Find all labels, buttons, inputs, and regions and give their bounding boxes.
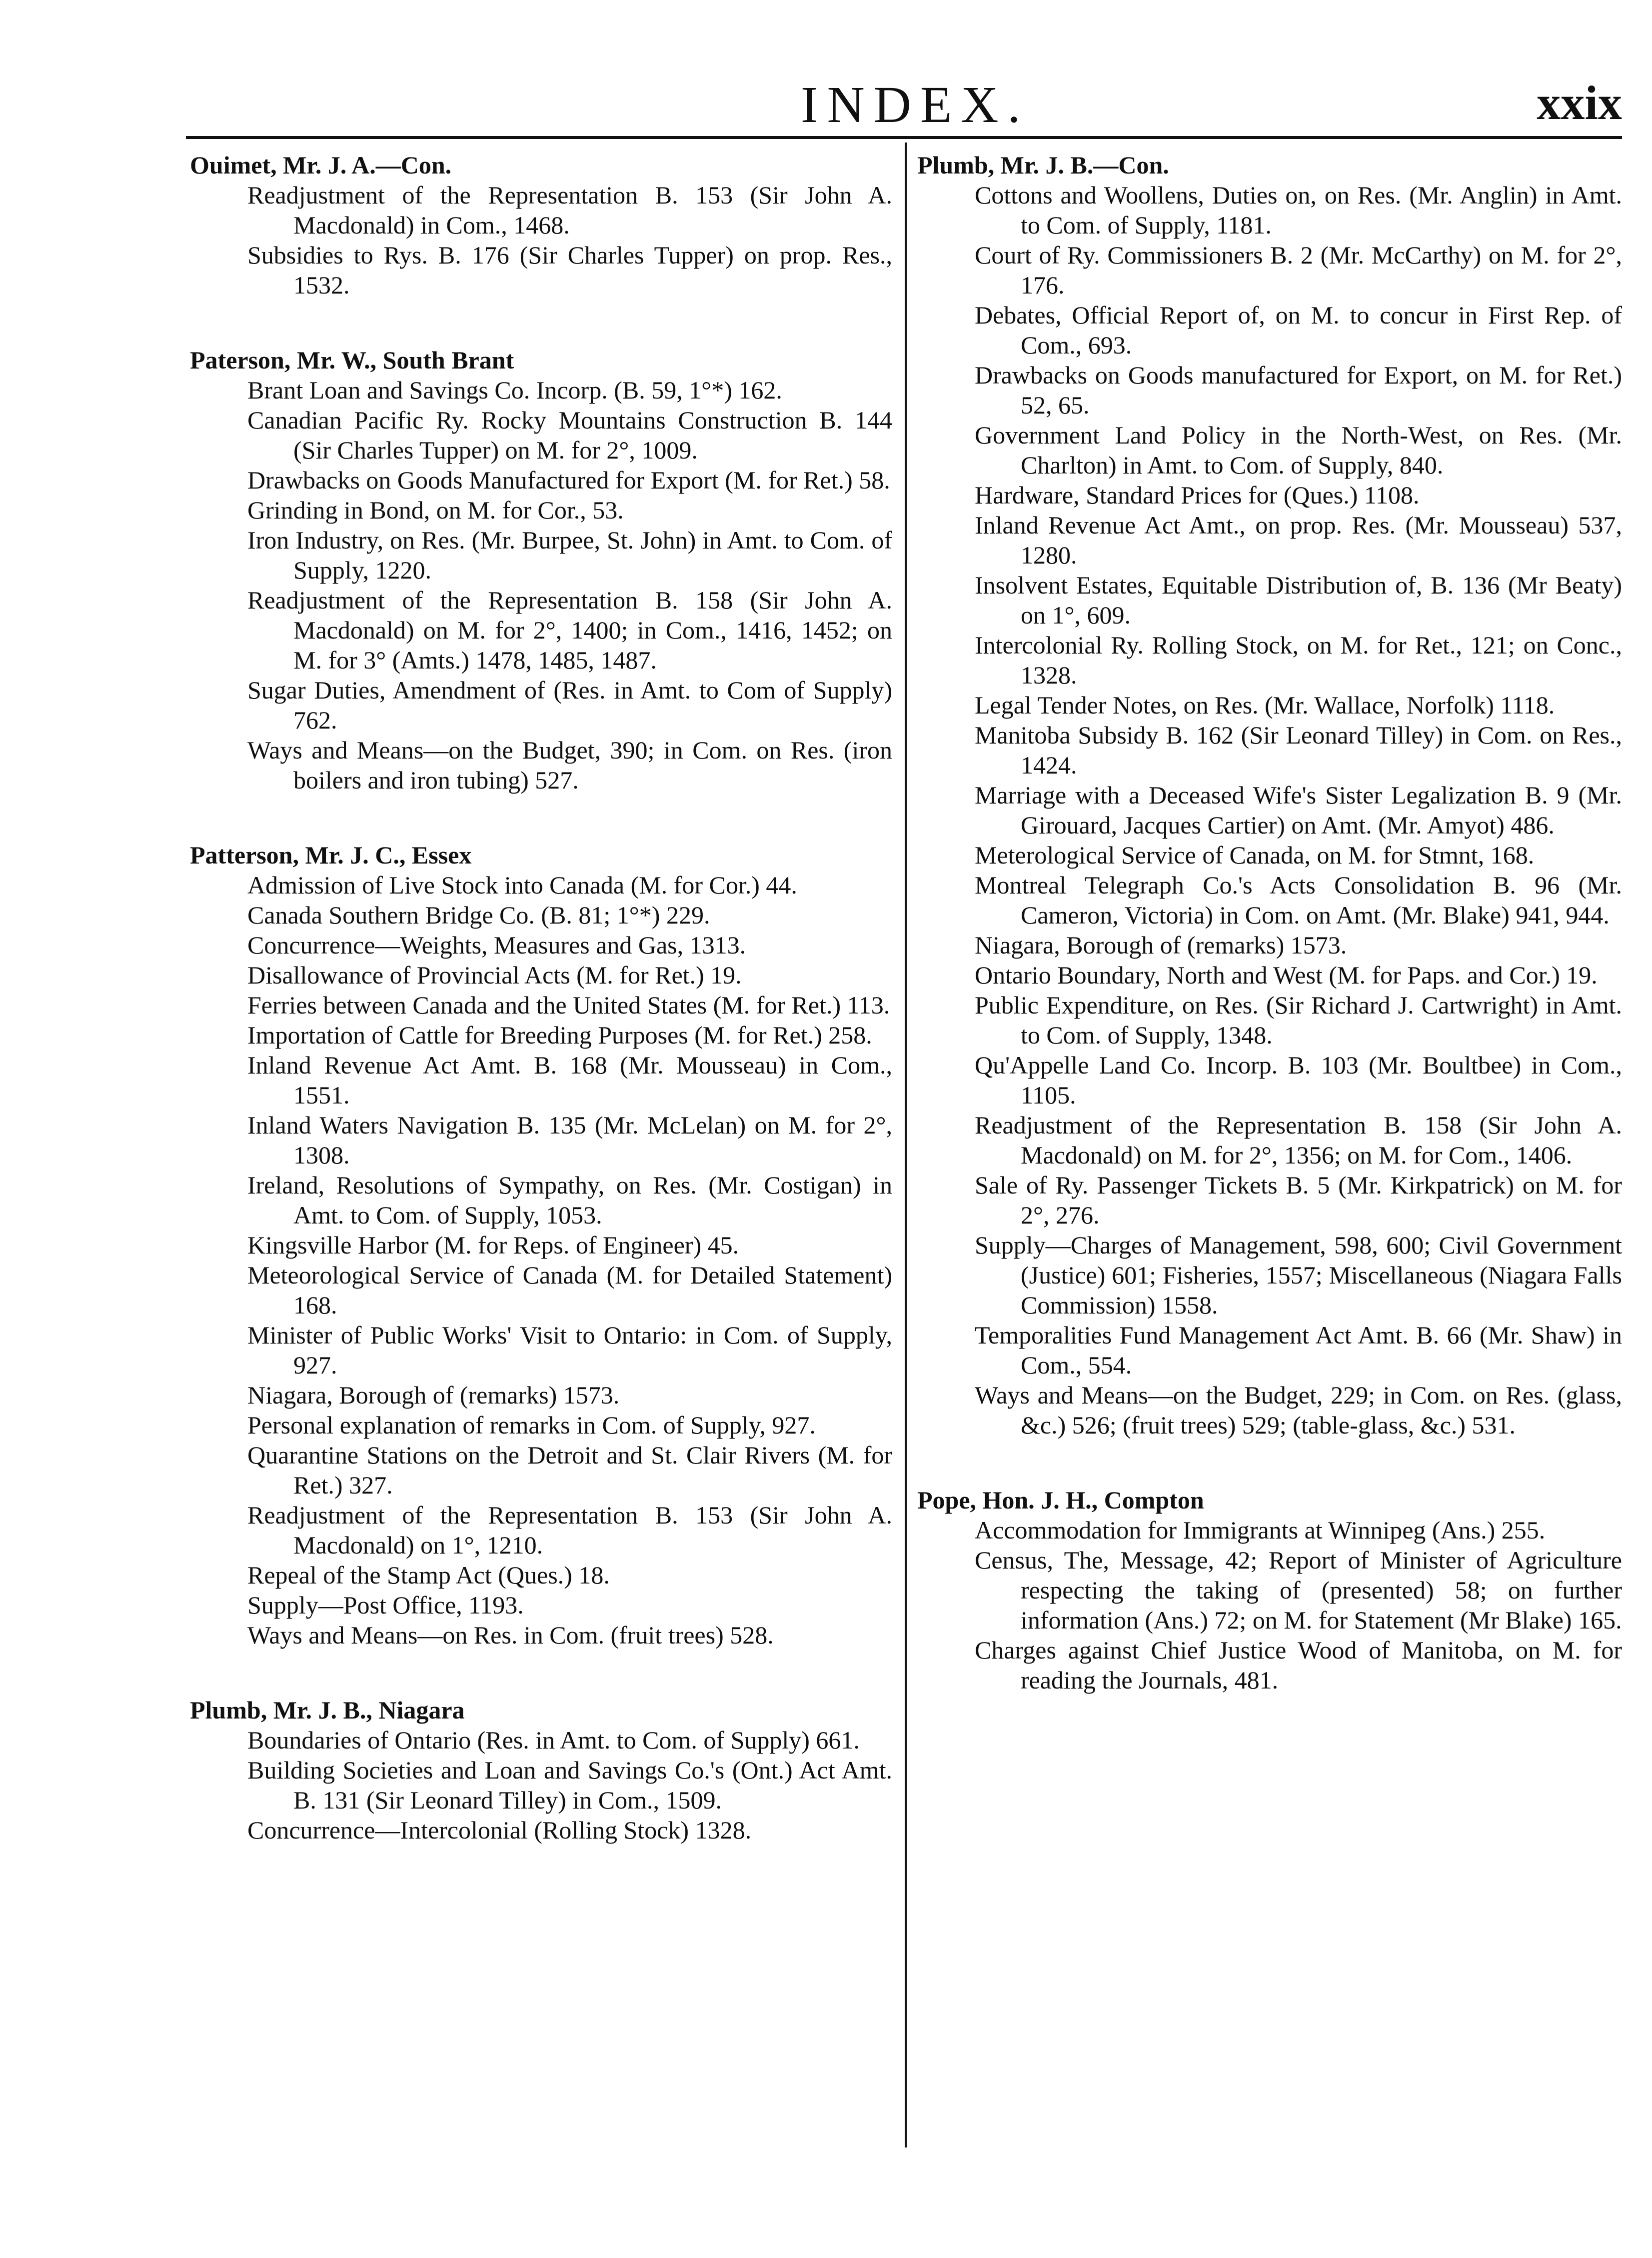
entry-item: Ways and Means—on the Budget, 390; in Com. on Res. (iron boilers and iron tubing) 527.	[247, 736, 892, 794]
entry-heading: Plumb, Mr. J. B.—Con.	[917, 151, 1169, 179]
entry-item: Qu'Appelle Land Co. Incorp. B. 103 (Mr. Boultbee) in Com., 1105.	[975, 1051, 1622, 1109]
entry-item: Intercolonial Ry. Rolling Stock, on M. for Ret., 121; on Conc., 1328.	[975, 631, 1622, 689]
entry-item: Montreal Telegraph Co.'s Acts Consolidation B. 96 (Mr. Cameron, Victoria) in Com. on Amt. (Mr. Blake) 941, 944.	[975, 871, 1622, 929]
entry-item: Niagara, Borough of (remarks) 1573.	[975, 931, 1347, 959]
entry-item: Niagara, Borough of (remarks) 1573.	[247, 1381, 620, 1409]
entry-item: Legal Tender Notes, on Res. (Mr. Wallace, Norfolk) 1118.	[975, 691, 1555, 719]
entry-item: Manitoba Subsidy B. 162 (Sir Leonard Tilley) in Com. on Res., 1424.	[975, 721, 1622, 779]
entry-item: Brant Loan and Savings Co. Incorp. (B. 59, 1°*) 162.	[247, 376, 782, 404]
entry-item: Building Societies and Loan and Savings Co.'s (Ont.) Act Amt. B. 131 (Sir Leonard Tilley) in Com., 1509.	[247, 1756, 892, 1814]
page-header	[186, 75, 1622, 140]
index-entry	[190, 840, 892, 1650]
entry-item: Accommodation for Immigrants at Winnipeg (Ans.) 255.	[975, 1516, 1546, 1544]
entry-heading: Ouimet, Mr. J. A.—Con.	[190, 151, 452, 179]
entry-item: Grinding in Bond, on M. for Cor., 53.	[247, 496, 624, 524]
entry-item: Drawbacks on Goods manufactured for Export, on M. for Ret.) 52, 65.	[975, 361, 1622, 419]
entry-item: Importation of Cattle for Breeding Purposes (M. for Ret.) 258.	[247, 1021, 872, 1049]
entry-item: Subsidies to Rys. B. 176 (Sir Charles Tupper) on prop. Res., 1532.	[247, 241, 892, 299]
entry-item: Canada Southern Bridge Co. (B. 81; 1°*) 229.	[247, 901, 710, 929]
right-column	[917, 150, 1622, 1740]
entry-item: Debates, Official Report of, on M. to concur in First Rep. of Com., 693.	[975, 301, 1622, 359]
entry-item: Readjustment of the Representation B. 158 (Sir John A. Macdonald) on M. for 2°, 1356; on M. for Com., 1406.	[975, 1111, 1622, 1169]
index-entry	[190, 345, 892, 795]
entry-item: Ferries between Canada and the United States (M. for Ret.) 113.	[247, 991, 890, 1019]
entry-item: Repeal of the Stamp Act (Ques.) 18.	[247, 1561, 610, 1589]
entry-item: Concurrence—Intercolonial (Rolling Stock) 1328.	[247, 1816, 752, 1844]
entry-item: Insolvent Estates, Equitable Distribution of, B. 136 (Mr Beaty) on 1°, 609.	[975, 571, 1622, 629]
entry-item: Inland Waters Navigation B. 135 (Mr. McLelan) on M. for 2°, 1308.	[247, 1111, 892, 1169]
entry-item: Disallowance of Provincial Acts (M. for Ret.) 19.	[247, 961, 742, 989]
index-entry	[190, 1695, 892, 1845]
index-entry	[917, 150, 1622, 1440]
entry-item: Public Expenditure, on Res. (Sir Richard J. Cartwright) in Amt. to Com. of Supply, 1348.	[975, 991, 1622, 1049]
entry-item: Marriage with a Deceased Wife's Sister Legalization B. 9 (Mr. Girouard, Jacques Cartier) on Amt. (Mr. Amyot) 486.	[975, 781, 1622, 839]
entry-item: Cottons and Woollens, Duties on, on Res. (Mr. Anglin) in Amt. to Com. of Supply, 1181.	[975, 181, 1622, 239]
entry-item: Drawbacks on Goods Manufactured for Export (M. for Ret.) 58.	[247, 466, 890, 494]
entry-heading: Paterson, Mr. W., South Brant	[190, 346, 514, 374]
entry-item: Inland Revenue Act Amt., on prop. Res. (Mr. Mousseau) 537, 1280.	[975, 511, 1622, 569]
entry-item: Hardware, Standard Prices for (Ques.) 1108.	[975, 481, 1420, 509]
entry-item: Meteorological Service of Canada (M. for Detailed Statement) 168.	[247, 1261, 892, 1319]
entry-item: Readjustment of the Representation B. 153 (Sir John A. Macdonald) in Com., 1468.	[247, 181, 892, 239]
entry-item: Meterological Service of Canada, on M. for Stmnt, 168.	[975, 841, 1535, 869]
entry-item: Quarantine Stations on the Detroit and St. Clair Rivers (M. for Ret.) 327.	[247, 1441, 892, 1499]
entry-item: Minister of Public Works' Visit to Ontario: in Com. of Supply, 927.	[247, 1321, 892, 1379]
entry-item: Readjustment of the Representation B. 153 (Sir John A. Macdonald) on 1°, 1210.	[247, 1501, 892, 1559]
entry-item: Boundaries of Ontario (Res. in Amt. to Com. of Supply) 661.	[247, 1726, 860, 1754]
column-divider	[905, 142, 907, 2148]
entry-item: Concurrence—Weights, Measures and Gas, 1313.	[247, 931, 746, 959]
entry-item: Ways and Means—on Res. in Com. (fruit trees) 528.	[247, 1621, 774, 1649]
index-entry	[190, 150, 892, 300]
index-entry	[917, 1485, 1622, 1695]
left-column	[190, 150, 892, 1890]
entry-heading: Plumb, Mr. J. B., Niagara	[190, 1696, 465, 1724]
entry-item: Census, The, Message, 42; Report of Minister of Agriculture respecting the taking of (presented) 58; on further information (Ans.) 72; on M. for Statement (Mr Blake) 165.	[975, 1546, 1622, 1634]
entry-item: Ireland, Resolutions of Sympathy, on Res. (Mr. Costigan) in Amt. to Com. of Supply, 1053.	[247, 1171, 892, 1229]
entry-heading: Patterson, Mr. J. C., Essex	[190, 841, 472, 869]
entry-item: Government Land Policy in the North-West, on Res. (Mr. Charlton) in Amt. to Com. of Supply, 840.	[975, 421, 1622, 479]
entry-item: Supply—Charges of Management, 598, 600; Civil Government (Justice) 601; Fisheries, 1557; Miscellaneous (Niagara Falls Commission) 1558.	[975, 1231, 1622, 1319]
entry-item: Kingsville Harbor (M. for Reps. of Engineer) 45.	[247, 1231, 739, 1259]
entry-item: Temporalities Fund Management Act Amt. B. 66 (Mr. Shaw) in Com., 554.	[975, 1321, 1622, 1379]
entry-item: Court of Ry. Commissioners B. 2 (Mr. McCarthy) on M. for 2°, 176.	[975, 241, 1622, 299]
page-title: INDEX.	[801, 76, 1030, 134]
entry-item: Iron Industry, on Res. (Mr. Burpee, St. John) in Amt. to Com. of Supply, 1220.	[247, 526, 892, 584]
page-number: xxix	[1537, 76, 1622, 130]
entry-item: Ontario Boundary, North and West (M. for Paps. and Cor.) 19.	[975, 961, 1598, 989]
entry-item: Sugar Duties, Amendment of (Res. in Amt. to Com of Supply) 762.	[247, 676, 892, 734]
entry-item: Readjustment of the Representation B. 158 (Sir John A. Macdonald) on M. for 2°, 1400; in Com., 1416, 1452; on M. for 3° (Amts.) 1478, 1485, 1487.	[247, 586, 892, 674]
entry-item: Inland Revenue Act Amt. B. 168 (Mr. Mousseau) in Com., 1551.	[247, 1051, 892, 1109]
entry-item: Sale of Ry. Passenger Tickets B. 5 (Mr. Kirkpatrick) on M. for 2°, 276.	[975, 1171, 1622, 1229]
entry-item: Canadian Pacific Ry. Rocky Mountains Construction B. 144 (Sir Charles Tupper) on M. for 2°, 1009.	[247, 406, 892, 464]
entry-item: Personal explanation of remarks in Com. of Supply, 927.	[247, 1411, 816, 1439]
header-rule	[186, 136, 1622, 139]
entry-item: Admission of Live Stock into Canada (M. for Cor.) 44.	[247, 871, 797, 899]
entry-item: Charges against Chief Justice Wood of Manitoba, on M. for reading the Journals, 481.	[975, 1636, 1622, 1694]
entry-item: Supply—Post Office, 1193.	[247, 1591, 524, 1619]
entry-heading: Pope, Hon. J. H., Compton	[917, 1486, 1204, 1514]
entry-item: Ways and Means—on the Budget, 229; in Com. on Res. (glass, &c.) 526; (fruit trees) 529; (table-glass, &c.) 531.	[975, 1381, 1622, 1439]
